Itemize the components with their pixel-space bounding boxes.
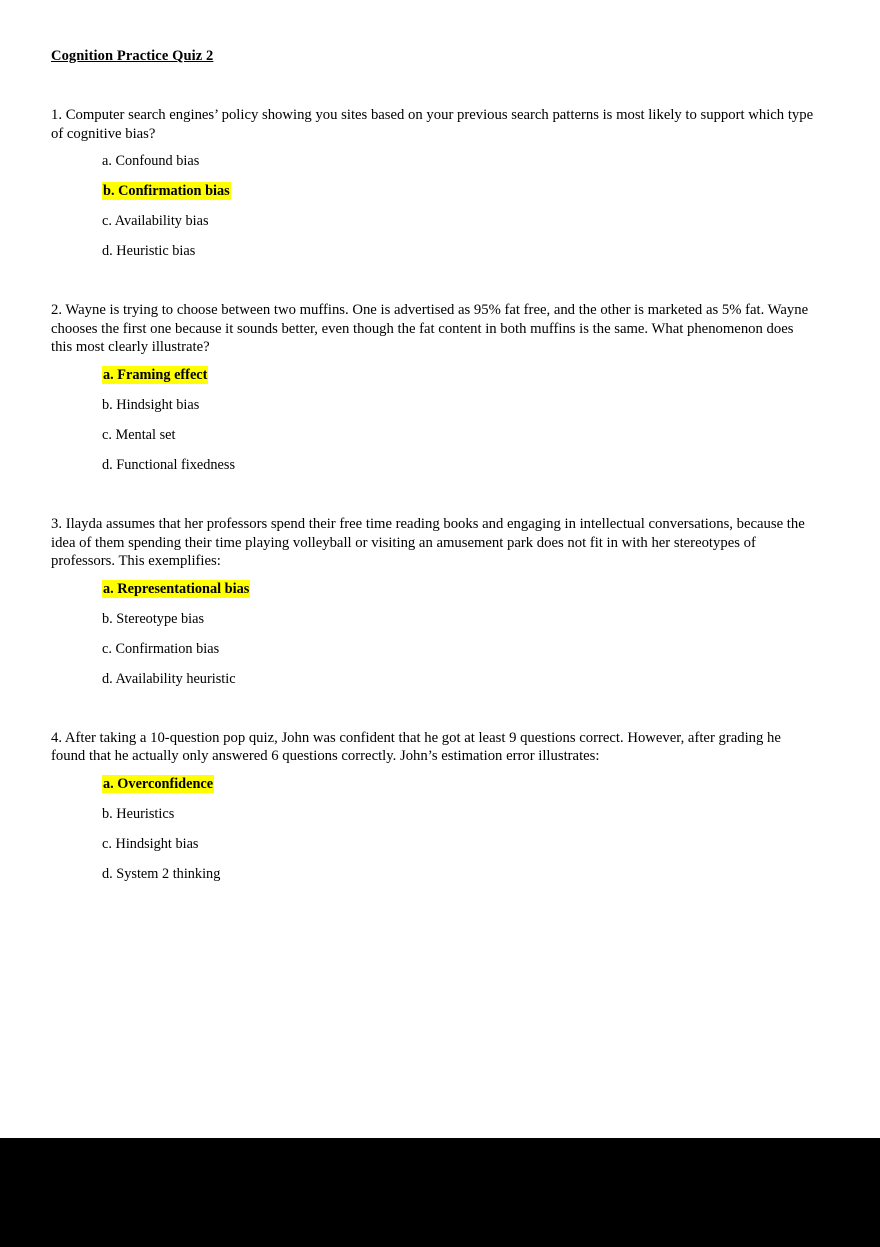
answer-option[interactable] — [102, 426, 818, 444]
answer-option-label: a. Framing effect — [103, 366, 208, 383]
answer-option-label: c. Mental set — [102, 426, 176, 443]
question-text: 3. Ilayda assumes that her professors spend their free time reading books and engaging in intellectual conversations, because the idea of them spending their time playing volleyball or visiting an amusement park does not fit in with her stereotypes of professors. This exemplifies: — [51, 515, 805, 570]
answer-option[interactable] — [102, 610, 818, 628]
answer-option-label: a. Overconfidence — [103, 775, 214, 792]
answer-option-highlighted[interactable] — [102, 775, 818, 793]
page-title: Cognition Practice Quiz 2 — [51, 48, 214, 64]
question-block — [51, 729, 818, 883]
answer-option-label: c. Confirmation bias — [102, 640, 220, 657]
question-block — [51, 106, 818, 260]
answer-option-label: d. Functional fixedness — [102, 456, 236, 473]
answer-option-label: a. Representational bias — [103, 580, 250, 597]
answer-option-list — [51, 366, 818, 474]
answer-option[interactable] — [102, 152, 818, 170]
answer-option[interactable] — [102, 835, 818, 853]
answer-option-list — [51, 152, 818, 260]
answer-option-label: b. Hindsight bias — [102, 396, 200, 413]
question-block — [51, 301, 818, 474]
answer-option-label: d. Availability heuristic — [102, 670, 236, 687]
answer-option-list — [51, 580, 818, 688]
answer-option-label: c. Hindsight bias — [102, 835, 199, 852]
answer-option[interactable] — [102, 242, 818, 260]
answer-option[interactable] — [102, 670, 818, 688]
question-list — [51, 106, 818, 883]
answer-option-label: d. System 2 thinking — [102, 865, 221, 882]
answer-option[interactable] — [102, 456, 818, 474]
answer-option-highlighted[interactable] — [102, 182, 818, 200]
answer-option-list — [51, 775, 818, 883]
answer-option-label: b. Stereotype bias — [102, 610, 205, 627]
question-text: 4. After taking a 10-question pop quiz, John was confident that he got at least 9 questions correct. However, after grading he found that he actually only answered 6 questions correctly. John’s estimation error illustrates: — [51, 729, 781, 765]
answer-option[interactable] — [102, 865, 818, 883]
question-text: 2. Wayne is trying to choose between two muffins. One is advertised as 95% fat free, and the other is marketed as 5% fat. Wayne chooses the first one because it sounds better, even though the fat content in both muffins is the same. What phenomenon does this most clearly illustrate? — [51, 302, 809, 356]
page-bottom-margin — [0, 1138, 880, 1247]
answer-option-label: a. Confound bias — [102, 153, 200, 170]
answer-option-highlighted[interactable] — [102, 580, 818, 598]
answer-option[interactable] — [102, 805, 818, 823]
answer-option-label: c. Availability bias — [102, 213, 209, 230]
question-block — [51, 515, 818, 688]
answer-option-highlighted[interactable] — [102, 366, 818, 384]
answer-option[interactable] — [102, 212, 818, 230]
answer-option[interactable] — [102, 396, 818, 414]
question-text: 1. Computer search engines’ policy showing you sites based on your previous search patterns is most likely to support which type of cognitive bias? — [51, 107, 814, 142]
answer-option-label: d. Heuristic bias — [102, 243, 196, 260]
answer-option-label: b. Confirmation bias — [103, 183, 230, 200]
answer-option[interactable] — [102, 640, 818, 658]
answer-option-label: b. Heuristics — [102, 805, 175, 822]
